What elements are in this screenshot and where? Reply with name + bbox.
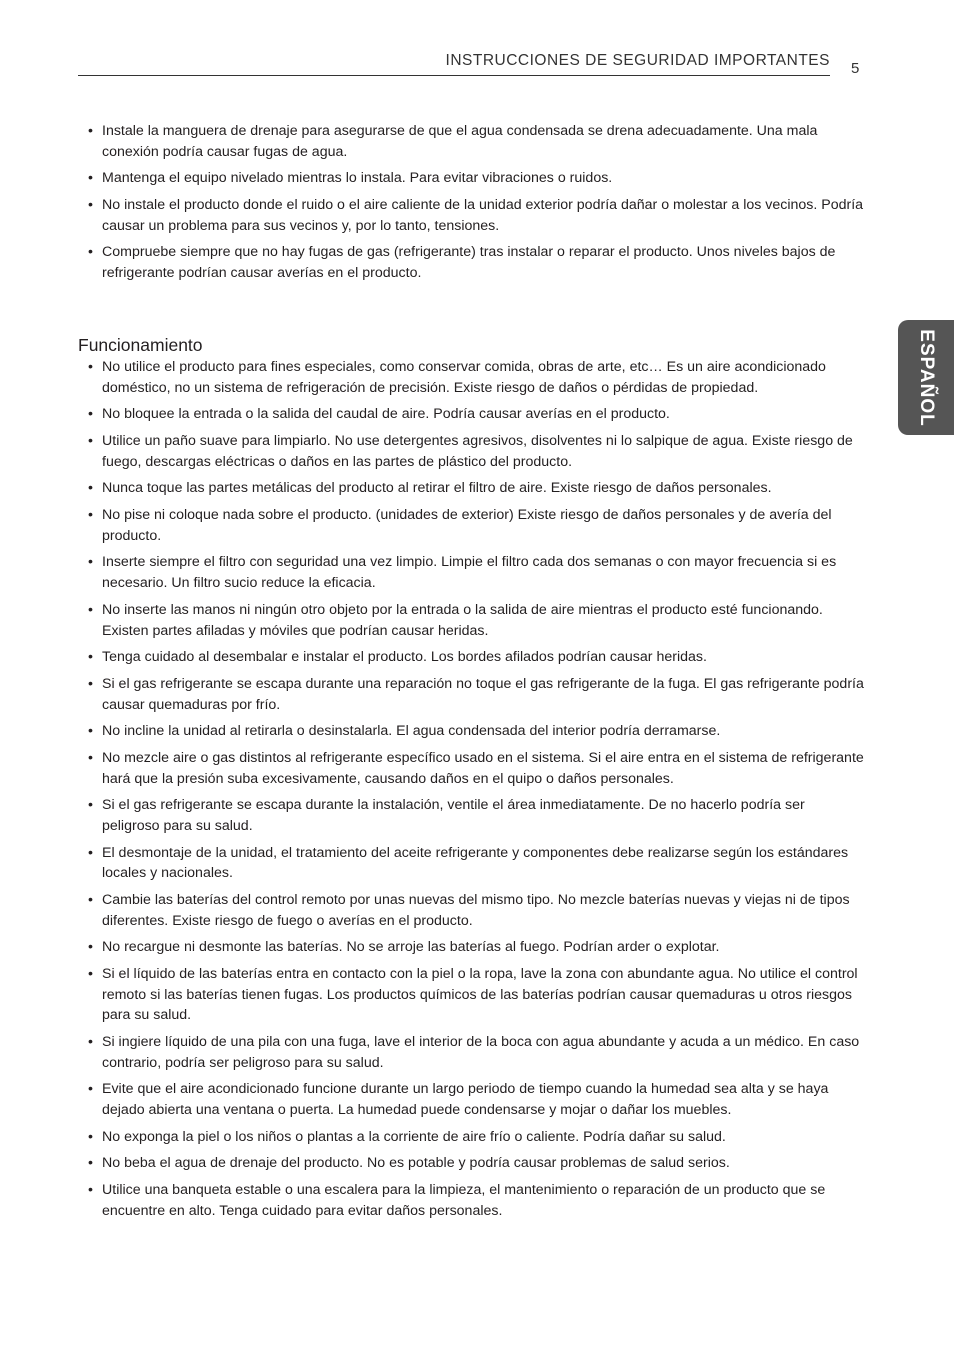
list-item: • El desmontaje de la unidad, el tratamiento del aceite refrigerante y componentes debe realizarse según los estándares locales y nacionales. [88, 843, 866, 885]
header-divider [78, 75, 830, 76]
list-item: • Cambie las baterías del control remoto por unas nuevas del mismo tipo. No mezcle baterías nuevas y viejas ni de tipos diferentes. Existe riesgo de fuego o averías en el producto. [88, 890, 866, 932]
list-item: • No inserte las manos ni ningún otro objeto por la entrada o la salida de aire mientras el producto esté funcionando. Existen partes afiladas y móviles que podrían causar heridas. [88, 600, 866, 642]
list-item: • No instale el producto donde el ruido o el aire caliente de la unidad exterior podría dañar o molestar a los vecinos. Podría causar un problema para sus vecinos y, por lo tanto, tensiones. [88, 195, 866, 237]
list-item: • Tenga cuidado al desembalar e instalar el producto. Los bordes afilados podrían causar heridas. [88, 647, 866, 668]
list-item: • Utilice una banqueta estable o una escalera para la limpieza, el mantenimiento o reparación de un producto que se encuentre en alto. Tenga cuidado para evitar daños personales. [88, 1180, 866, 1222]
list-item: • No recargue ni desmonte las baterías. No se arroje las baterías al fuego. Podrían arder o explotar. [88, 937, 866, 958]
list-item: • Nunca toque las partes metálicas del producto al retirar el filtro de aire. Existe riesgo de daños personales. [88, 478, 866, 499]
list-item: • No mezcle aire o gas distintos al refrigerante específico usado en el sistema. Si el aire entra en el sistema de refrigerante hará que la presión suba excesivamente, causando daños en el quipo o daños personales. [88, 748, 866, 790]
list-item: • Si ingiere líquido de una pila con una fuga, lave el interior de la boca con agua abundante y acuda a un médico. En caso contrario, podría ser peligroso para su salud. [88, 1032, 866, 1074]
page-number: 5 [851, 60, 860, 77]
list-item: • Si el gas refrigerante se escapa durante una reparación no toque el gas refrigerante de la fuga. El gas refrigerante podría causar quemaduras por frío. [88, 674, 866, 716]
list-item: • Evite que el aire acondicionado funcione durante un largo periodo de tiempo cuando la humedad sea alta y se haya dejado abierta una ventana o puerta. La humedad puede condensarse y mojar o dañar los muebles. [88, 1079, 866, 1121]
list-item: • Instale la manguera de drenaje para asegurarse de que el agua condensada se drena adecuadamente. Una mala conexión podría causar fugas de agua. [88, 121, 866, 163]
language-tab-label: ESPAÑOL [916, 328, 937, 427]
list-item: • Compruebe siempre que no hay fugas de gas (refrigerante) tras instalar o reparar el producto. Unos niveles bajos de refrigerante podrían causar averías en el producto. [88, 242, 866, 284]
list-item: • No pise ni coloque nada sobre el producto. (unidades de exterior) Existe riesgo de daños personales y de avería del producto. [88, 505, 866, 547]
list-item: • No utilice el producto para fines especiales, como conservar comida, obras de arte, etc… Es un aire acondicionado doméstico, no un sistema de refrigeración de precisión. Existe riesgo de daños o pérdidas de propiedad. [88, 357, 866, 399]
list-item: • Inserte siempre el filtro con seguridad una vez limpio. Limpie el filtro cada dos semanas o con mayor frecuencia si es necesario. Un filtro sucio reduce la eficacia. [88, 552, 866, 594]
list-item: • Si el gas refrigerante se escapa durante la instalación, ventile el área inmediatamente. De no hacerlo podría ser peligroso para su salud. [88, 795, 866, 837]
operation-bullet-list [88, 357, 866, 1227]
section-title-operation: Funcionamiento [78, 335, 203, 355]
list-item: • No bloquee la entrada o la salida del caudal de aire. Podría causar averías en el producto. [88, 404, 866, 425]
list-item: • No beba el agua de drenaje del producto. No es potable y podría causar problemas de salud serios. [88, 1153, 866, 1174]
list-item: • Utilice un paño suave para limpiarlo. No use detergentes agresivos, disolventes ni lo salpique de agua. Existe riesgo de fuego, descargas eléctricas o daños en las partes de plástico del producto. [88, 431, 866, 473]
installation-bullet-list [88, 121, 866, 290]
list-item: • No exponga la piel o los niños o plantas a la corriente de aire frío o caliente. Podría dañar su salud. [88, 1127, 866, 1148]
language-tab [898, 320, 954, 435]
list-item: • No incline la unidad al retirarla o desinstalarla. El agua condensada del interior podría derramarse. [88, 721, 866, 742]
header-title: INSTRUCCIONES DE SEGURIDAD IMPORTANTES [445, 52, 830, 69]
list-item: • Si el líquido de las baterías entra en contacto con la piel o la ropa, lave la zona con abundante agua. No utilice el control remoto si las baterías tienen fugas. Los productos químicos de las baterías podrían causar quemaduras u otros riesgos para su salud. [88, 964, 866, 1026]
list-item: • Mantenga el equipo nivelado mientras lo instala. Para evitar vibraciones o ruidos. [88, 168, 866, 189]
